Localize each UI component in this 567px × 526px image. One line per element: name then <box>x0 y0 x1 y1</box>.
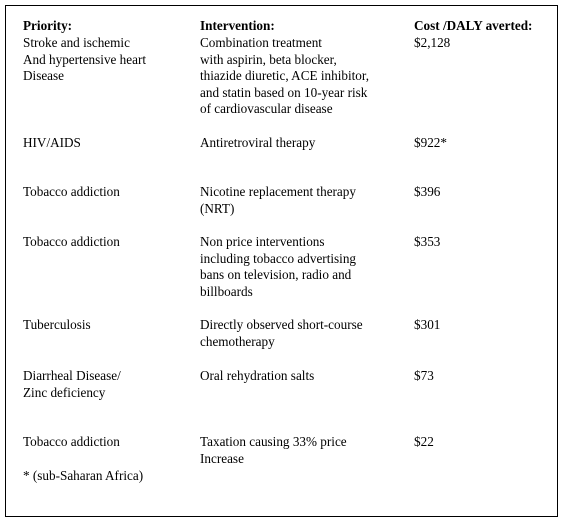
row-7-priority: Tobacco addiction <box>23 434 120 449</box>
footnote: * (sub-Saharan Africa) <box>23 468 144 483</box>
row-7-intervention: Taxation causing 33% price Increase <box>200 434 347 466</box>
row-7-cost: $22 <box>414 434 434 449</box>
row-3-cost: $396 <box>414 184 441 199</box>
row-2-priority: HIV/AIDS <box>23 135 81 150</box>
row-3-intervention: Nicotine replacement therapy (NRT) <box>200 184 356 216</box>
row-6-cost: $73 <box>414 368 434 383</box>
row-2-cost: $922* <box>414 135 447 150</box>
row-5-intervention: Directly observed short-course chemotherapy <box>200 317 363 349</box>
header-intervention: Intervention: <box>200 18 275 33</box>
header-cost: Cost /DALY averted: <box>414 18 533 33</box>
row-4-priority: Tobacco addiction <box>23 234 120 249</box>
row-1-cost: $2,128 <box>414 35 451 50</box>
row-1-priority: Stroke and ischemic And hypertensive heart Disease <box>23 35 147 83</box>
row-4-intervention: Non price interventions including tobacco advertising bans on television, radio and billboards <box>200 234 357 299</box>
header-priority: Priority: <box>23 18 73 33</box>
row-2-intervention: Antiretroviral therapy <box>200 135 316 150</box>
row-5-cost: $301 <box>414 317 441 332</box>
row-6-intervention: Oral rehydration salts <box>200 368 315 383</box>
row-4-cost: $353 <box>414 234 441 249</box>
row-3-priority: Tobacco addiction <box>23 184 120 199</box>
row-6-priority: Diarrheal Disease/ Zinc deficiency <box>23 368 121 400</box>
row-1-intervention: Combination treatment with aspirin, beta blocker, thiazide diuretic, ACE inhibitor, and statin based on 10-year risk of cardiovascular disease <box>200 35 370 116</box>
row-5-priority: Tuberculosis <box>23 317 91 332</box>
